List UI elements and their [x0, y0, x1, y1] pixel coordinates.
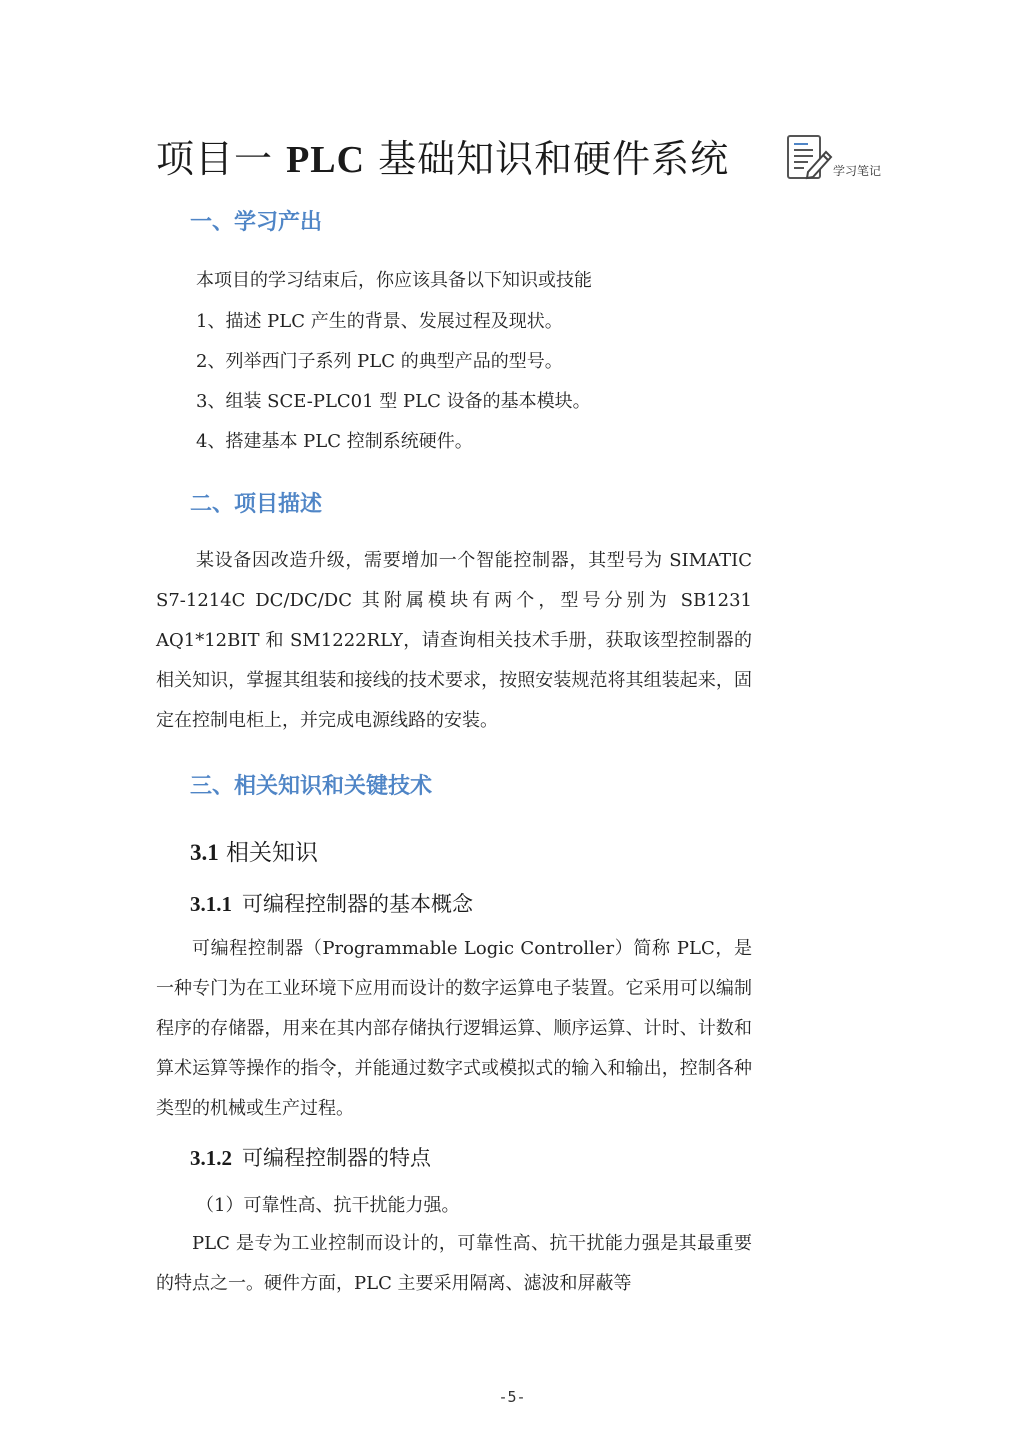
project-description-paragraph: 某设备因改造升级，需要增加一个智能控制器，其型号为 SIMATIC S7-1214C DC/DC/DC 其附属模块有两个，型号分别为 SB1231 AQ1*12BIT 和 SM1222RLY，请查询相关技术手册，获取该型控制器的相关知识，掌握其组装和接线的技术要求，按照安装规范将其组装起来，固定在控制电柜上，并完成电源线路的安装。: [156, 550, 752, 731]
outcome-item: 1、描述 PLC 产生的背景、发展过程及现状。: [196, 311, 563, 332]
subsection-heading-3-1-2: [190, 1142, 431, 1172]
notepad-pencil-icon: [786, 134, 836, 182]
outcome-item: 4、搭建基本 PLC 控制系统硬件。: [196, 431, 473, 452]
plc-features-paragraph: PLC 是专为工业控制而设计的，可靠性高、抗干扰能力强是其最重要的特点之一。硬件方面，PLC 主要采用隔离、滤波和屏蔽等: [156, 1233, 752, 1294]
section-heading-project-description: 二、项目描述: [190, 492, 323, 517]
title-prefix: 项目一: [156, 137, 287, 181]
subsection-title: 可编程控制器的基本概念: [242, 892, 473, 916]
outcomes-intro: 本项目的学习结束后，你应该具备以下知识或技能: [196, 270, 592, 291]
study-notes-badge: [786, 134, 896, 182]
subsection-number: 3.1.1: [190, 892, 232, 916]
page-number: -5-: [498, 1388, 526, 1406]
subsection-title: 相关知识: [218, 840, 319, 866]
title-suffix: 基础知识和硬件系统: [365, 137, 730, 181]
subsection-number: 3.1.2: [190, 1146, 232, 1170]
section-heading-related-knowledge: 三、相关知识和关键技术: [190, 774, 433, 799]
feature-item: （1）可靠性高、抗干扰能力强。: [196, 1195, 460, 1216]
outcome-item: 3、组装 SCE-PLC01 型 PLC 设备的基本模块。: [196, 391, 591, 412]
study-notes-label: 学习笔记: [833, 164, 882, 178]
title-bold: PLC: [286, 139, 366, 181]
subsection-heading-3-1: [190, 834, 318, 867]
page-title: [156, 128, 729, 183]
subsection-heading-3-1-1: [190, 888, 473, 918]
subsection-number: 3.1: [190, 840, 219, 865]
section-heading-learning-outcomes: 一、学习产出: [190, 210, 323, 235]
subsection-title: 可编程控制器的特点: [242, 1146, 431, 1170]
outcome-item: 2、列举西门子系列 PLC 的典型产品的型号。: [196, 351, 563, 372]
plc-concept-paragraph: 可编程控制器（Programmable Logic Controller）简称 PLC，是一种专门为在工业环境下应用而设计的数字运算电子装置。它采用可以编制程序的存储器，用来在其内部存储执行逻辑运算、顺序运算、计时、计数和算术运算等操作的指令，并能通过数字式或模拟式的输入和输出，控制各种类型的机械或生产过程。: [156, 938, 752, 1119]
